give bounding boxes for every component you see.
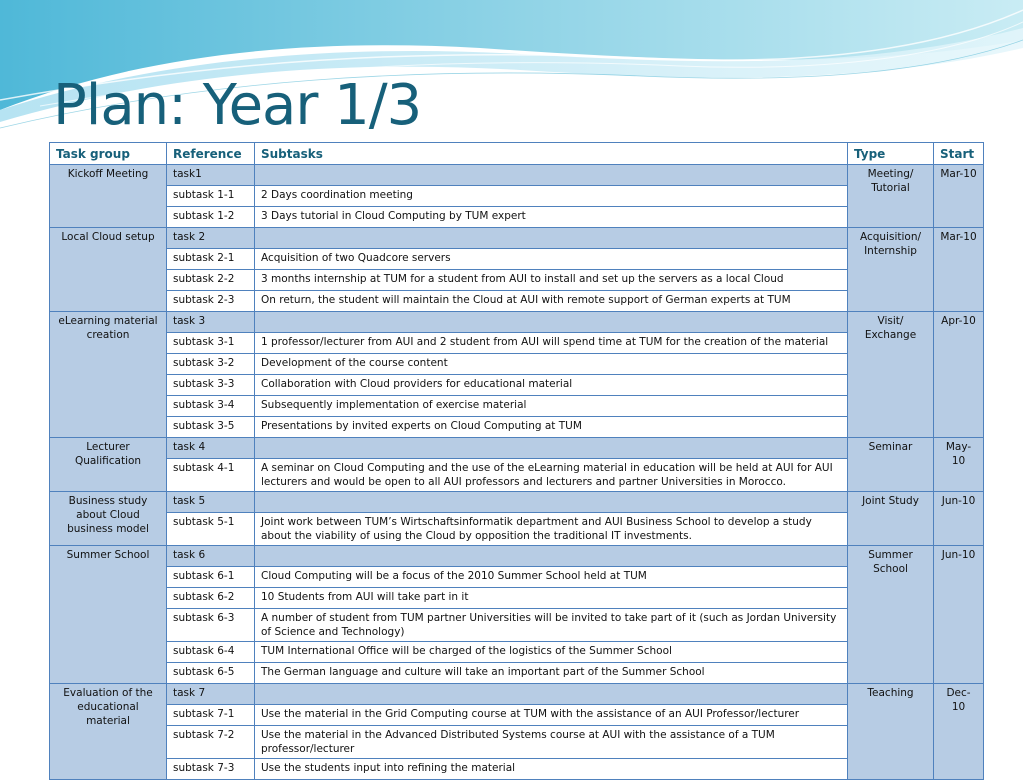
subtask-cell: Presentations by invited experts on Cloud Computing at TUM (255, 417, 848, 438)
reference-cell: task 3 (167, 312, 255, 333)
reference-cell: subtask 5-1 (167, 513, 255, 546)
subtask-cell: Acquisition of two Quadcore servers (255, 249, 848, 270)
table-row (50, 513, 984, 546)
subtask-cell (255, 492, 848, 513)
type-cell: Summer School (848, 546, 934, 684)
subtask-cell: On return, the student will maintain the Cloud at AUI with remote support of German experts at TUM (255, 291, 848, 312)
type-cell: Teaching (848, 684, 934, 780)
reference-cell: subtask 3-1 (167, 333, 255, 354)
table-row (50, 663, 984, 684)
reference-cell: task 4 (167, 438, 255, 459)
subtask-cell: 2 Days coordination meeting (255, 186, 848, 207)
subtask-cell (255, 546, 848, 567)
table-row (50, 417, 984, 438)
table-header-row (50, 143, 984, 165)
type-cell: Joint Study (848, 492, 934, 546)
type-cell: Seminar (848, 438, 934, 492)
reference-cell: subtask 7-1 (167, 705, 255, 726)
reference-cell: subtask 6-3 (167, 609, 255, 642)
subtask-cell: 3 Days tutorial in Cloud Computing by TUM expert (255, 207, 848, 228)
table-row (50, 396, 984, 417)
reference-cell: subtask 3-4 (167, 396, 255, 417)
header-task-group: Task group (50, 143, 167, 165)
table-row (50, 642, 984, 663)
subtask-cell: 10 Students from AUI will take part in it (255, 588, 848, 609)
reference-cell: task 5 (167, 492, 255, 513)
start-cell: Jun-10 (934, 546, 984, 684)
task-group-cell: Evaluation of the educational material (50, 684, 167, 780)
table-row (50, 609, 984, 642)
start-cell: May-10 (934, 438, 984, 492)
table-row (50, 705, 984, 726)
subtask-cell: Development of the course content (255, 354, 848, 375)
reference-cell: subtask 2-2 (167, 270, 255, 291)
subtask-cell: A seminar on Cloud Computing and the use of the eLearning material in education will be held at AUI for AUI lecturers and would be open to all AUI professors and lecturers and partner Universities in Morocco. (255, 459, 848, 492)
table-row (50, 270, 984, 291)
start-cell: Jun-10 (934, 492, 984, 546)
subtask-cell: A number of student from TUM partner Universities will be invited to take part of it (such as Jordan University of Science and Technology) (255, 609, 848, 642)
table-row (50, 249, 984, 270)
subtask-cell (255, 684, 848, 705)
task-group-cell: Kickoff Meeting (50, 165, 167, 228)
header-type: Type (848, 143, 934, 165)
subtask-cell: Use the students input into refining the material (255, 759, 848, 780)
table-row (50, 312, 984, 333)
table-row (50, 333, 984, 354)
start-cell: Mar-10 (934, 165, 984, 228)
table-row (50, 588, 984, 609)
table-row (50, 354, 984, 375)
header-subtasks: Subtasks (255, 143, 848, 165)
reference-cell: subtask 3-2 (167, 354, 255, 375)
reference-cell: subtask 7-2 (167, 726, 255, 759)
table-row (50, 726, 984, 759)
table-row (50, 492, 984, 513)
header-start: Start (934, 143, 984, 165)
plan-table (49, 142, 984, 780)
reference-cell: subtask 6-1 (167, 567, 255, 588)
task-group-cell: Lecturer Qualification (50, 438, 167, 492)
subtask-cell: 3 months internship at TUM for a student from AUI to install and set up the servers as a local Cloud (255, 270, 848, 291)
table-row (50, 546, 984, 567)
subtask-cell: The German language and culture will take an important part of the Summer School (255, 663, 848, 684)
task-group-cell: Business study about Cloud business model (50, 492, 167, 546)
subtask-cell: 1 professor/lecturer from AUI and 2 student from AUI will spend time at TUM for the creation of the material (255, 333, 848, 354)
task-group-cell: Local Cloud setup (50, 228, 167, 312)
subtask-cell: TUM International Office will be charged of the logistics of the Summer School (255, 642, 848, 663)
header-reference: Reference (167, 143, 255, 165)
subtask-cell (255, 165, 848, 186)
subtask-cell: Cloud Computing will be a focus of the 2010 Summer School held at TUM (255, 567, 848, 588)
table-row (50, 186, 984, 207)
table-row (50, 291, 984, 312)
subtask-cell: Joint work between TUM’s Wirtschaftsinformatik department and AUI Business School to develop a study about the viability of using the Cloud by opposition the traditional IT investments. (255, 513, 848, 546)
reference-cell: task1 (167, 165, 255, 186)
table-row (50, 759, 984, 780)
reference-cell: subtask 4-1 (167, 459, 255, 492)
reference-cell: subtask 6-2 (167, 588, 255, 609)
type-cell: Acquisition/ Internship (848, 228, 934, 312)
start-cell: Mar-10 (934, 228, 984, 312)
reference-cell: subtask 7-3 (167, 759, 255, 780)
table-row (50, 438, 984, 459)
table-row (50, 165, 984, 186)
type-cell: Meeting/ Tutorial (848, 165, 934, 228)
reference-cell: task 6 (167, 546, 255, 567)
subtask-cell (255, 312, 848, 333)
subtask-cell: Collaboration with Cloud providers for educational material (255, 375, 848, 396)
table-row (50, 459, 984, 492)
table-row (50, 228, 984, 249)
table-row (50, 567, 984, 588)
reference-cell: task 2 (167, 228, 255, 249)
reference-cell: subtask 2-1 (167, 249, 255, 270)
reference-cell: subtask 2-3 (167, 291, 255, 312)
reference-cell: subtask 6-4 (167, 642, 255, 663)
start-cell: Apr-10 (934, 312, 984, 438)
subtask-cell: Use the material in the Grid Computing course at TUM with the assistance of an AUI Professor/lecturer (255, 705, 848, 726)
reference-cell: task 7 (167, 684, 255, 705)
subtask-cell (255, 438, 848, 459)
task-group-cell: eLearning material creation (50, 312, 167, 438)
reference-cell: subtask 3-5 (167, 417, 255, 438)
table-row (50, 684, 984, 705)
task-group-cell: Summer School (50, 546, 167, 684)
reference-cell: subtask 1-2 (167, 207, 255, 228)
reference-cell: subtask 6-5 (167, 663, 255, 684)
type-cell: Visit/ Exchange (848, 312, 934, 438)
table-row (50, 375, 984, 396)
start-cell: Dec-10 (934, 684, 984, 780)
table-row (50, 207, 984, 228)
subtask-cell: Use the material in the Advanced Distributed Systems course at AUI with the assistance of a TUM professor/lecturer (255, 726, 848, 759)
reference-cell: subtask 1-1 (167, 186, 255, 207)
reference-cell: subtask 3-3 (167, 375, 255, 396)
subtask-cell: Subsequently implementation of exercise material (255, 396, 848, 417)
slide-title: Plan: Year 1/3 (53, 73, 422, 138)
subtask-cell (255, 228, 848, 249)
